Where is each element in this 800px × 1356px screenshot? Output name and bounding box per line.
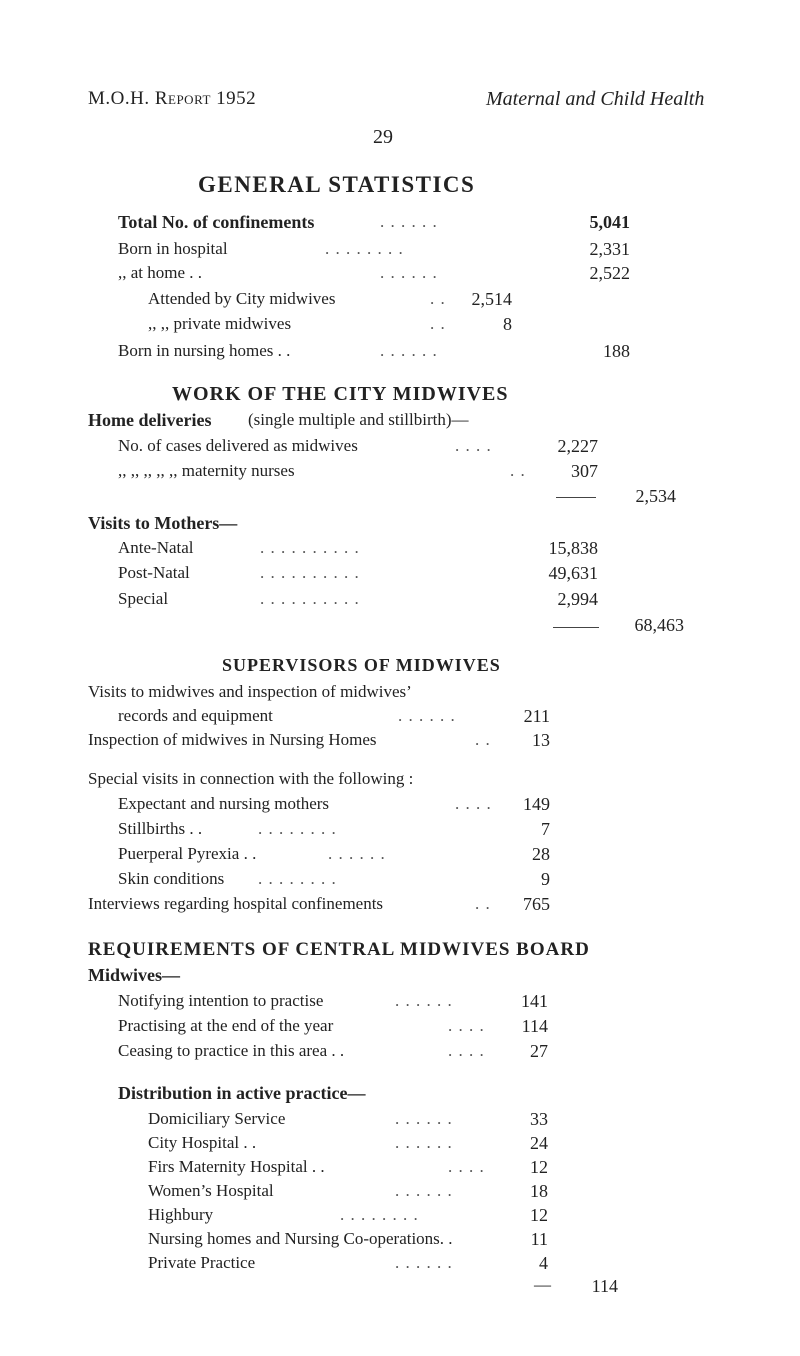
distribution-row-label: City Hospital . . [148,1133,257,1152]
supervisors-heading: SUPERVISORS OF MIDWIVES [222,655,501,675]
general-row-dots: . . . . . . [380,212,438,231]
distribution-row-dots: . . . . . . [395,1253,453,1272]
cmb-heading: REQUIREMENTS OF CENTRAL MIDWIVES BOARD [88,939,590,960]
interviews-dots: . . [475,894,491,913]
special-row-dots: . . . . [455,794,492,813]
special-row-dots: . . . . . . . . [258,869,337,888]
general-row-dots: . . . . . . [380,341,438,360]
cmb-row-dots: . . . . [448,1016,485,1035]
interviews-value: 765 [523,894,550,914]
cmb-row-label: Notifying intention to practise [118,991,324,1010]
supervisor-inspection-label: Inspection of midwives in Nursing Homes [88,730,377,749]
distribution-row-dots: . . . . . . [395,1109,453,1128]
special-row-label: Puerperal Pyrexia . . [118,844,257,863]
distribution-row-dots: . . . . . . [395,1133,453,1152]
distribution-row-label: Women’s Hospital [148,1181,274,1200]
report-title: M.O.H. Report 1952 [88,88,257,109]
general-row-dots: . . . . . . [380,263,438,282]
general-row-value: 2,522 [589,263,630,283]
special-row-value: 7 [541,819,550,839]
cmb-row-label: Practising at the end of the year [118,1016,334,1035]
visit-row-value: 49,631 [548,563,598,583]
home-row-dots: . . . . [455,436,492,455]
special-row-label: Stillbirths . . [118,819,203,838]
special-row-value: 9 [541,869,550,889]
special-row-label: Expectant and nursing mothers [118,794,330,813]
cmb-row-value: 27 [530,1041,548,1061]
general-row-label: ,, ,, private midwives [148,314,292,333]
home-deliveries-note: (single multiple and stillbirth)— [248,410,469,429]
distribution-row-dots: . . . . . . . . [340,1205,419,1224]
general-statistics-heading: GENERAL STATISTICS [198,172,476,197]
general-row-label: Attended by City midwives [148,289,336,308]
supervisor-inspection-dots: . . [475,730,491,749]
cmb-row-value: 141 [521,991,548,1011]
general-row-dots: . . . . . . . . [325,239,404,258]
interviews-label: Interviews regarding hospital confinements [88,894,384,913]
special-row-dots: . . . . . . . . [258,819,337,838]
visit-row-label: Ante-Natal [118,538,194,557]
home-row-dots: . . [510,461,526,480]
home-row-value: 307 [571,461,598,481]
cmb-row-value: 114 [521,1016,548,1036]
subtotal-rule [556,497,596,498]
special-row-label: Skin conditions [118,869,225,888]
home-deliveries-total: 2,534 [635,486,676,506]
visits-total: 68,463 [634,615,684,635]
general-row-value: 188 [603,341,630,361]
general-row-dots: . . [430,289,446,308]
section-title: Maternal and Child Health [486,88,705,110]
general-row-subvalue: 8 [503,314,512,334]
general-row-label: ,, at home . . [118,263,203,282]
general-row-value: 5,041 [589,212,630,232]
general-row-label: Born in hospital [118,239,228,258]
distribution-row-dots: . . . . [448,1157,485,1176]
distribution-row-label: Firs Maternity Hospital . . [148,1157,325,1176]
distribution-total-dash: — [534,1275,551,1294]
page-number: 29 [373,126,393,148]
special-visits-intro: Special visits in connection with the following : [88,769,414,788]
visits-heading: Visits to Mothers— [88,513,238,533]
cmb-row-label: Ceasing to practice in this area . . [118,1041,345,1060]
distribution-row-value: 11 [530,1229,548,1249]
distribution-total: 114 [591,1276,618,1296]
visit-row-dots: . . . . . . . . . . [260,589,360,608]
special-row-value: 149 [523,794,550,814]
visit-row-label: Special [118,589,169,608]
special-row-value: 28 [532,844,550,864]
supervisor-inspection-value: 13 [532,730,550,750]
general-row-label: Born in nursing homes . . [118,341,291,360]
general-row-value: 2,331 [589,239,630,259]
distribution-row-value: 18 [530,1181,548,1201]
home-deliveries-heading: Home deliveries [88,410,212,430]
home-row-label: No. of cases delivered as midwives [118,436,358,455]
supervisor-visits-value: 211 [523,706,550,726]
visit-row-value: 15,838 [548,538,598,558]
general-row-label: Total No. of confinements [118,212,315,232]
visit-row-dots: . . . . . . . . . . [260,538,360,557]
city-midwives-heading: WORK OF THE CITY MIDWIVES [172,383,509,405]
supervisor-visits-label: Visits to midwives and inspection of midwives’ [88,682,412,701]
distribution-row-label: Private Practice [148,1253,256,1272]
distribution-row-label: Highbury [148,1205,214,1224]
distribution-row-value: 12 [530,1205,548,1225]
general-row-dots: . . [430,314,446,333]
distribution-row-label: Nursing homes and Nursing Co-operations. . [148,1229,453,1248]
visit-row-value: 2,994 [557,589,598,609]
supervisor-visits-label-cont: records and equipment [118,706,273,725]
distribution-row-label: Domiciliary Service [148,1109,286,1128]
distribution-row-value: 12 [530,1157,548,1177]
midwives-heading: Midwives— [88,965,180,985]
supervisor-visits-dots: . . . . . . [398,706,456,725]
distribution-heading: Distribution in active practice— [118,1083,366,1103]
distribution-row-value: 4 [539,1253,548,1273]
subtotal-rule [553,627,599,628]
general-row-subvalue: 2,514 [471,289,512,309]
cmb-row-dots: . . . . [448,1041,485,1060]
distribution-row-value: 33 [530,1109,548,1129]
special-row-dots: . . . . . . [328,844,386,863]
home-row-value: 2,227 [557,436,598,456]
distribution-row-value: 24 [530,1133,548,1153]
visit-row-label: Post-Natal [118,563,190,582]
visit-row-dots: . . . . . . . . . . [260,563,360,582]
cmb-row-dots: . . . . . . [395,991,453,1010]
home-row-label: ,, ,, ,, ,, ,, maternity nurses [118,461,295,480]
distribution-row-dots: . . . . . . [395,1181,453,1200]
